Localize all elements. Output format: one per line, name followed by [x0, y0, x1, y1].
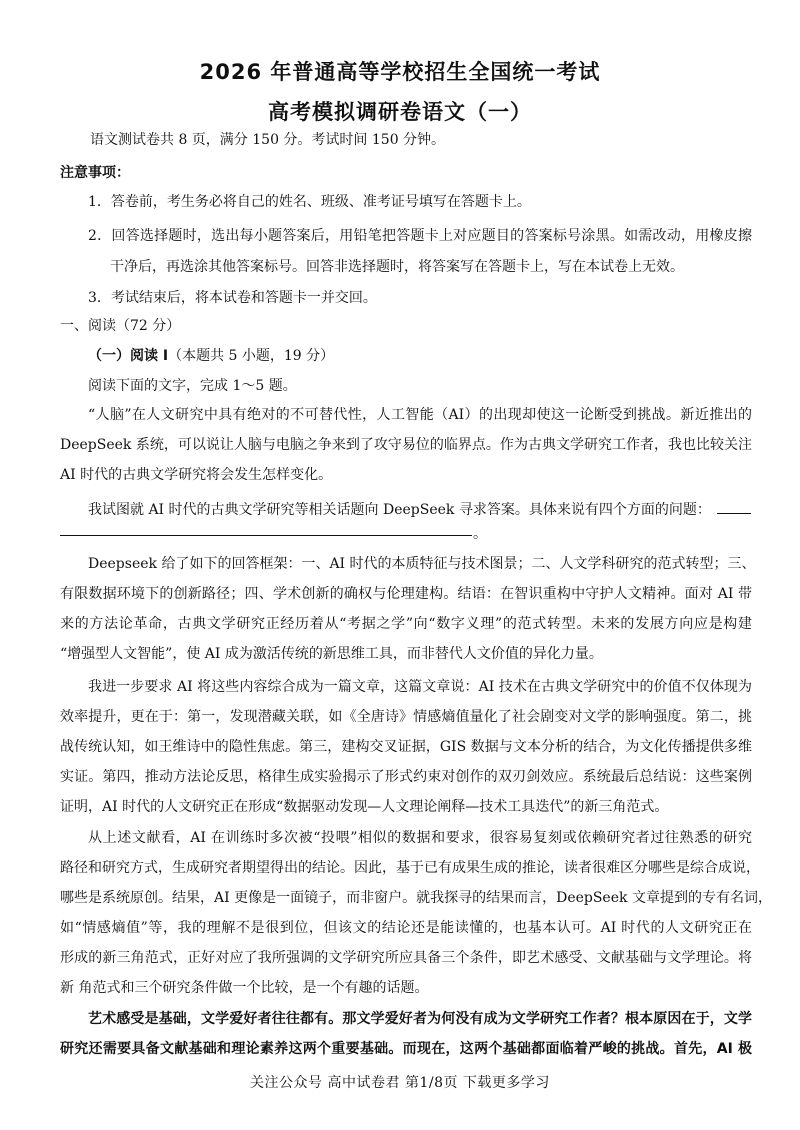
article-line: 艺术感受是基础，文学爱好者往往都有。那文学爱好者为何没有成为文学研究工作者？根本原因在于，文学	[88, 1011, 752, 1027]
article-line: 实证。第四，推动方法论反思，格律生成实验揭示了形式约束对创作的双刃剑效应。系统最后总结说：这些案例	[60, 769, 752, 785]
note-item-1: 1．答卷前，考生务必将自己的姓名、班级、准考证号填写在答题卡上。	[88, 194, 531, 210]
reading-instruction: 阅读下面的文字，完成 1～5 题。	[88, 378, 297, 394]
article-line: 新 角范式和三个研究条件做一个比较，是一个有趣的话题。	[60, 980, 429, 996]
article-line: 形成的新三角范式，正好对应了我所强调的文学研究所应具备三个条件，即艺术感受、文献基础与文学理论。将	[60, 950, 752, 966]
article-line: DeepSeek 系统，可以说让人脑与电脑之争来到了攻守易位的临界点。作为古典文学研究工作者，我也比较关注	[60, 437, 752, 453]
article-line: 我试图就 AI 时代的古典文学研究等相关话题向 DeepSeek 寻求答案。具体来说有四个方面的问题：	[88, 502, 711, 518]
section-heading: 一、阅读（72 分）	[60, 318, 181, 334]
answer-blank-line[interactable]	[60, 535, 472, 536]
article-line-with-blank	[88, 499, 751, 519]
notes-heading: 注意事项：	[60, 165, 130, 181]
article-line: 有限数据环境下的创新路径；四、学术创新的确权与伦理建构。结语：在智识重构中守护人文精神。面对 AI 带	[60, 586, 752, 602]
note-item-2-line2: 干净后，再选涂其他答案标号。回答非选择题时，将答案写在答题卡上，写在本试卷上无效。	[110, 259, 684, 275]
note-item-2-line1: 2．回答选择题时，选出每小题答案后，用铅笔把答题卡上对应题目的答案标号涂黑。如需改动，用橡皮擦	[88, 228, 752, 244]
note-item-3: 3．考试结束后，将本试卷和答题卡一并交回。	[88, 290, 377, 306]
article-line: 如“情感熵值”等，我的理解不是很到位，但该文的结论还是能读懂的，也基本认可。AI 时代的人文研究正在	[60, 920, 752, 936]
article-line: 研究还需要具备文献基础和理论素养这两个重要基础。而现在，这两个基础都面临着严峻的挑战。首先，AI 极	[60, 1041, 752, 1057]
exam-info: 语文测试卷共 8 页，满分 150 分。考试时间 150 分钟。	[90, 132, 446, 148]
article-line: 效率提升，更在于：第一，发现潜藏关联，如《全唐诗》情感熵值量化了社会剧变对文学的影响强度。第二，挑	[60, 709, 752, 725]
article-line: 路径和研究方式，生成研究者期望得出的结论。因此，基于已有成果生成的推论，读者很难区分哪些是综合成说，	[60, 860, 760, 876]
article-line: AI 时代的古典文学研究将会发生怎样变化。	[60, 467, 333, 483]
article-line: “人脑”在人文研究中具有绝对的不可替代性，人工智能（AI）的出现却使这一论断受到挑战。新近推出的	[88, 407, 752, 423]
article-line: 我进一步要求 AI 将这些内容综合成为一篇文章，这篇文章说：AI 技术在古典文学研究中的价值不仅体现为	[88, 679, 752, 695]
exam-title-line2: 高考模拟调研卷语文（一）	[268, 100, 532, 124]
answer-blank[interactable]	[717, 499, 751, 514]
article-line: 。	[473, 526, 487, 542]
article-line: Deepseek 给了如下的回答框架：一、AI 时代的本质特征与技术图景；二、人文学科研究的范式转型；三、	[88, 556, 756, 572]
sub-section-heading	[88, 347, 334, 365]
article-line: 证明，AI 时代的人文研究正在形成“数据驱动发现—人文理论阐释—技术工具迭代”的新三角范式。	[60, 799, 669, 815]
page-footer: 关注公众号 高中试卷君 第1/8页 下载更多学习	[250, 1075, 550, 1091]
exam-title-line1: 2026 年普通高等学校招生全国统一考试	[199, 60, 601, 84]
article-line: 哪些是系统原创。结果，AI 更像是一面镜子，而非窗户。就我探寻的结果而言，DeepSeek 文章提到的专有名词，	[60, 890, 772, 906]
article-line: 从上述文献看，AI 在训练时多次被“投喂”相似的数据和要求，很容易复刻或依赖研究者过往熟悉的研究	[88, 830, 752, 846]
article-line: 来的方法论革命，古典文学研究正经历着从“考据之学”向“数字义理”的范式转型。未来的发展方向应是构建	[60, 616, 752, 632]
sub-section-detail: （本题共 5 小题，19 分）	[168, 348, 335, 364]
article-line: 战传统认知，如王维诗中的隐性焦虑。第三，建构交叉证据，GIS 数据与文本分析的结合，为文化传播提供多维	[60, 739, 752, 755]
sub-section-label: （一）阅读 I	[88, 348, 169, 364]
article-line: “增强型人文智能”，使 AI 成为激活传统的新思维工具，而非替代人文价值的异化力量。	[60, 646, 603, 662]
